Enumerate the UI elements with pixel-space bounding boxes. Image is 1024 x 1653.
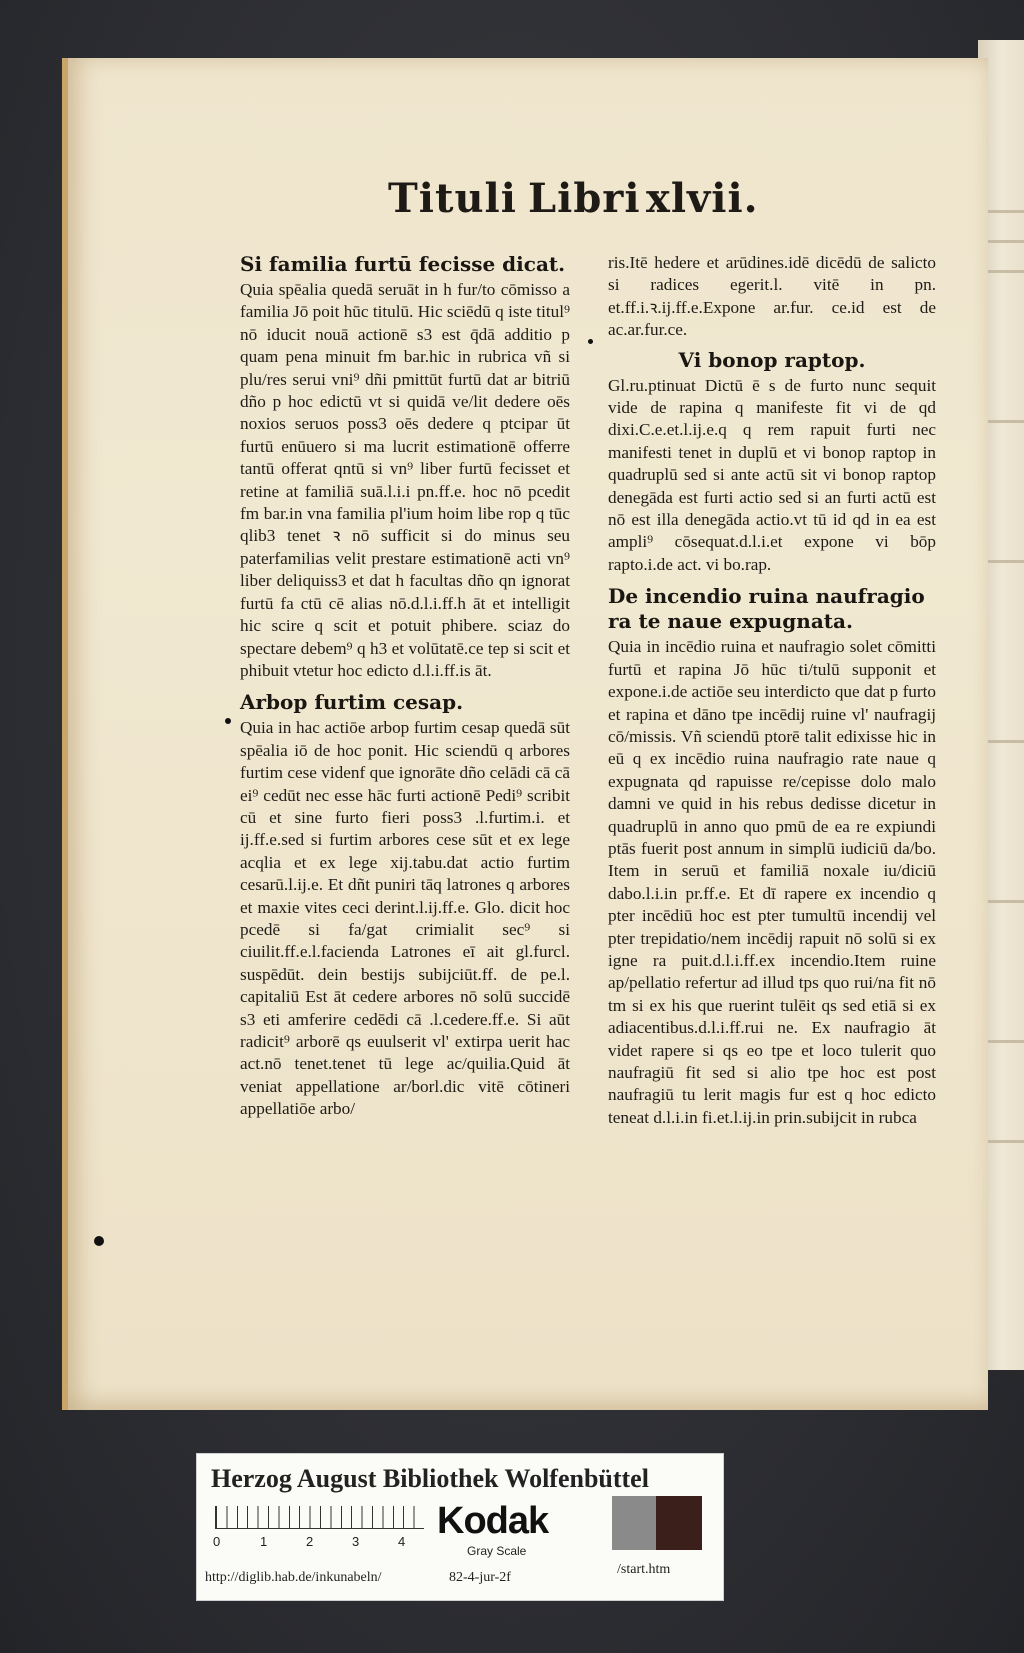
- body-paragraph: Quia spēalia quedā seruāt in h fur/to cōmisso a familia Jō poit hūc titulū. Hic sciēdū q iste titul⁹ nō iducit nouā actionē s3 est q̄dā additio p quam pena minuit fm bar.hic in rubrica vñ si plu/res serui vni⁹ dñi pmittūt furtū dat ar bitriū dño p hoc edictū vt si quidā ve/lit dedere oēs noxios seruos poss3 oēs dedere q ptcipar ūt furtū enūuero si ma lucrit estimationē offerre tantū offerat qntū si vn⁹ liber furtū fecisset et retine at familiā suā.l.i.i pn.ff.e. hoc nō pcedit fm bar.in vna familia pl'ium hoim libe rop q tūc qlib3 tenet ꝛ nō sufficit si do minus seu paterfamilias velit prestare estimationē acti vn⁹ liber deliquiss3 et dat h facultas dño qn ignorat furtū fa ctū cē alias nō.d.l.i.ff.h āt et intelligit hic scire q scit et potuit phibere. sciaz do spectare debem⁹ q h3 et volūtatē.ce tep si scit et phibuit vtetur hoc edicto d.l.i.ff.is āt.: [240, 280, 570, 680]
- section-heading: Si familia furtū fecisse dicat.: [240, 252, 566, 276]
- calibration-card: [196, 1453, 724, 1601]
- body-paragraph: Quia in hac actiōe arbop furtim cesap quedā sūt spēalia iō de hoc ponit. Hic sciendū q arbores furtim cese videnf que ignorāte dño celādi cā cā ei⁹ cedūt nec esse hāc furti actionē Pedi⁹ scribit cū et sine furto fieri poss3 .l.furtim.i. et ij.ff.e.sed si furtim arbores cese sūt et ex lege acqlia et ex lege xij.tabu.dat actio furtim cesarū.l.ij.e. Et dñt puniri tāq latrones q arbores et maxie vites ceci derint.l.ij.ff.e. Glo. dicit hoc pcedē si fa/gat crimialit sec⁹ si ciuilit.ff.e.l.facienda Latrones eī ait gl.furcl. suspēdūt. dein bestijs subijciūt.ff. de pe.l. capitaliū Est āt cedere arbores nō solū succidē s3 eti amferire cedēdi cā .l.cedere.ff.e. Si aūt radicit⁹ arborē qs euulserit vl' extirpa uerit hac act.nō tenet.tenet tū lege ac/quilia.Quid āt veniat appellatione ar/borl.dic vitē cōtineri appellatiōe arbo/: [240, 718, 570, 1119]
- running-head-word-3: xlvii.: [646, 175, 759, 222]
- gray-scale-label: Gray Scale: [467, 1544, 527, 1558]
- library-title: Herzog August Bibliothek Wolfenbüttel: [211, 1464, 649, 1493]
- body-paragraph: ris.Itē hedere et arūdines.idē dicēdū de salicto si radices egerit.l. vitē in pn. et.ff.i.ꝛ.ij.ff.e.Expone ar.fur. ce.id est de ac.ar.fur.ce.: [608, 253, 936, 340]
- running-head-word-2: Libri: [528, 175, 641, 222]
- ink-dot: [588, 339, 593, 344]
- ruler-label: 4: [398, 1534, 406, 1549]
- kodak-logo: Kodak: [437, 1500, 549, 1542]
- shelfmark-code: 82-4-jur-2f: [449, 1570, 511, 1585]
- body-paragraph: Quia in incēdio ruina et naufragio solet cōmitti furtū et rapina Jō hūc ti/tulū supponit et expone.i.de actiōe seu interdicto que dat p furto et rapina et dāno tpe incēdij ruine vl' naufragij cō/missis. Vñ sciendū ptorē talit edixisse hic in eū q ex incēdio ruina naufragio rate naue q expugnata qd rapuisse re/cepisse dolo malo damni ve quid in his rebus dedisse dicetur in quadruplū in anno quo pmū de ea re expiundi ptās fuerit post annum in simplū iudiciū da/bo. Item in seruū et familiā noxale iu/diciū dabo.l.i.in pr.ff.e. Et dī rapere ex incendio q pter incēdiū hoc est pter tumultū incendij vel pter trepidatio/nem incēdij rapuit nō solū si ex igne ra puit.d.l.i.ff.ex incendio.Item ruine ap/pellatio refertur ad illud tps quo rui/na fit nō tm si ex his que ruerint tulēit qs sed etiā si ex adiacentibus.d.l.i.ff.rui ne. Ex naufragio āt videt rapere si qs eo tpe et loco tulerit quo naufragiū fit sed si alio tpe hoc est post naufragiū tu lerit magis fur est q hoc edicto teneat d.l.i.in fi.et.l.ij.in prin.subijcit in rubca: [608, 637, 936, 1127]
- start-path: /start.htm: [617, 1562, 671, 1577]
- section-heading: De incendio ruina naufragio ra te naue expugnata.: [608, 584, 925, 634]
- ink-dot: [94, 1236, 104, 1246]
- running-head-word-1: Tituli: [388, 175, 517, 222]
- section-heading: Arbop furtim cesap.: [240, 690, 464, 715]
- ink-dot: [225, 718, 231, 724]
- ruler-label: 2: [306, 1534, 314, 1549]
- gray-swatch: [612, 1496, 656, 1550]
- ruler-label: 3: [352, 1534, 360, 1549]
- measure-ruler: [215, 1506, 424, 1529]
- running-head: [388, 175, 759, 235]
- ruler-label: 1: [260, 1534, 268, 1549]
- source-url: http://diglib.hab.de/inkunabeln/: [205, 1570, 382, 1585]
- section-heading: Vi bonop raptop.: [678, 347, 866, 372]
- body-paragraph: Gl.ru.ptinuat Dictū ē s de furto nunc sequit vide de rapina q manifeste fit vi de qd dixi.C.e.et.l.ij.e.q q rem rapuit furti nec manifesti tenet in duplū et vi bonop raptop in quadruplū sed si ante actū sit vi bonop raptop denegāda est furti actio sed si an furti actū est nō est illa denegāda actio.vt tū id qd in ea est ampli⁹ cōsequat.d.l.i.et expone vi bōp rapto.i.de act. vi bo.rap.: [608, 375, 936, 574]
- ruler-label: 0: [213, 1534, 221, 1549]
- left-text-column: [240, 252, 570, 1127]
- dark-swatch: [656, 1496, 702, 1550]
- right-text-column: [608, 252, 936, 1135]
